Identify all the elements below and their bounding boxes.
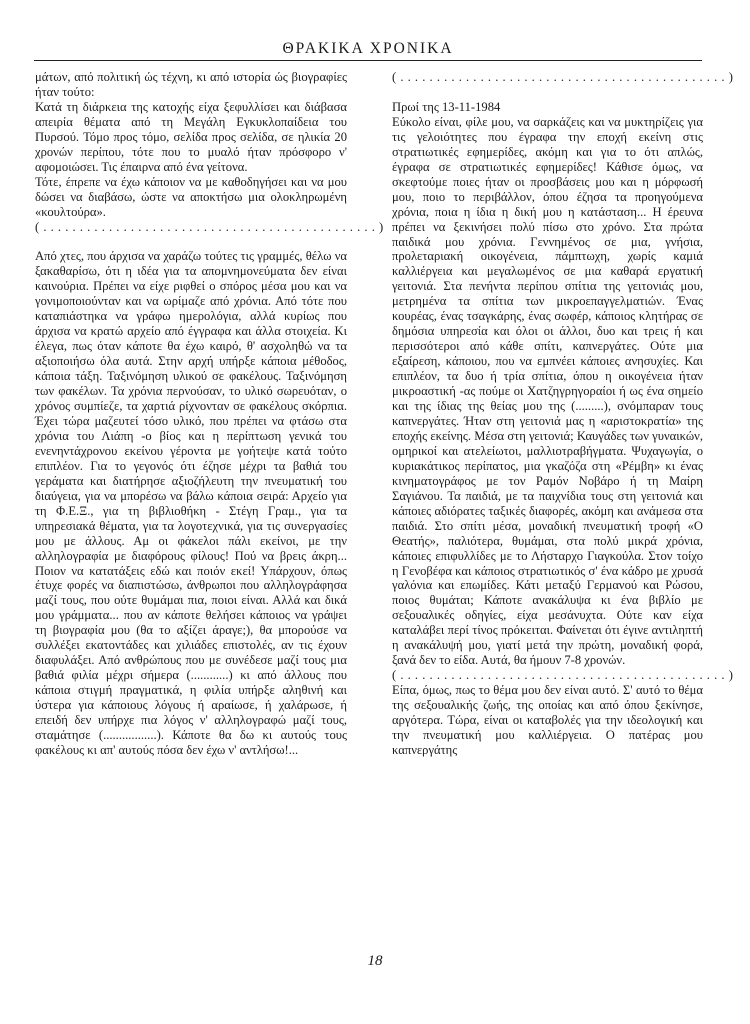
paragraph: μάτων, από πολιτική ώς τέχνη, κι από ιστορία ώς βιογραφίες ήταν τούτο: — [35, 70, 347, 99]
page-number: 18 — [367, 953, 383, 969]
paragraph: Τότε, έπρεπε να έχω κάποιον να με καθοδηγήσει και να μου δώσει να διαβάσω, ώστε να αποκτήσω μια ολοκληρωμένη «κουλτούρα». — [35, 174, 347, 219]
paragraph: Εύκολο είναι, φίλε μου, να σαρκάζεις και να μυκτηρίζεις για τις γελοιότητες που έγραφα την εποχή εκείνη στις στρατιωτικές εφημερίδες, ακόμη και για το ότι απλώς, έγραφα σε στρατιωτικές εφημερίδες! Κάθισε όμως, να σκεφτούμε ποιες ήταν οι προσβάσεις μου και η μόρφωσή μου, ποιο το περιβάλλον, όπου έζησα τα προηγούμενα χρόνια, ποια η ίδια η δική μου η κατάσταση... Η έρευνα πρέπει να ξεκινήσει πολύ πίσω στο χρόνο. Στα πρώτα παιδικά μου χρόνια. Γεννημένος σε μια, γνήσια, προλεταριακή οικογένεια, πάμπτωχη, χωρίς καμιά καλλιέργεια και μεγαλωμένος σε μια καθαρά εργατική γειτονιά. Στα πενήντα περίπου σπίτια της γειτονιάς μου, μετρημένα τα σπίτια των μικροεπαγγελματιών. Ένας κουρέας, ένας τσαγκάρης, ένας σωφέρ, κάποιος κλητήρας σε δημόσια υπηρεσία και όλοι οι άλλοι, δυο και τρεις ή και περισσότεροι από κάθε σπίτι, καπνεργάτες. Ούτε μια εξαίρεση, κάποιου, που να εμπνέει κάποιες ανησυχίες. Και επιπλέον, τα δυο ή τρία σπίτια, όπου η οικογένεια ήταν μικροαστική -ας πούμε οι Χατζηγρηγοραίοι ή ως ένα σημείο και της ίδιας της θείας μου της (.........), σνόμπαραν τους καπνεργάτες. Ήταν στη γειτονιά μας η «αριστοκρατία» της εποχής εκείνης. Μέσα στη γειτονιά; Καυγάδες των γυναικών, ομηρικοί και ατελείωτοι, μαλλιοτραβήγματα. Ψυχαγωγία, ο κυριακάτικος περίπατος, μια γκαζόζα στη «Ρέμβη» κι ένας κινηματογράφος με τον Ραμόν Νοβάρο ή τη Μαίρη Σαγιάνου. Τα παιδιά, με τα παιχνίδια τους στη γειτονιά και κάποιες αδιόρατες ταξικές διαφορές, ακόμη και ανάμεσα στα παιδιά. Στο σπίτι μέσα, μοναδική πνευματική τροφή «Ο Θεατής», παλιότερα, θυμάμαι, στα πολύ μικρά χρόνια, κάποιες επιφυλλίδες με το Λήσταρχο Γιαγκούλα. Στον τοίχο η Γενοβέφα και κάποιος στρατιωτικός σ' ένα κάδρο με χρυσά γαλόνια και επωμίδες. Κάτι μεταξύ Γερμανού και Ρώσου, ποιος θυμάται; Κάποτε ανακάλυψα κι ένα βιβλίο με σεξουαλικές οδηγίες, είχα μεσάνυχτα. Ούτε καν είχα καταλάβει περί τίνος πρόκειται. Φαίνεται ότι έγινε αντιληπτή η ανακάλυψή μου, γιατί μετά την πρώτη, μοναδική φορά, ξανά δεν το είδα. Αυτά, θα ήμουν 7-8 χρονών. — [392, 114, 703, 668]
dateline: Πρωί της 13-11-1984 — [392, 99, 501, 114]
paragraph: Κατά τη διάρκεια της κατοχής είχα ξεφυλλίσει και διάβασα απειρία θέματα από τη Μεγάλη Εγκυκλοπαίδεια του Πυρσού. Τόμο προς τόμο, σελίδα προς σελίδα, σε ηλικία 20 χρονών περίπου, τότε που το μυαλό ήταν πρόσφορο ν' αφομοιώσει. Τις έπαιρνα από ένα γείτονα. — [35, 99, 347, 174]
paragraph: Από χτες, που άρχισα να χαράζω τούτες τις γραμμές, θέλω να ξακαθαρίσω, ότι η ιδέα για τα απομνημονεύματα δεν είναι καινούρια. Πρέπει να είχε ριφθεί ο σπόρος μέσα μου και να γονιμοποιούνταν και να ωρίμαζε από χρόνια. Από τότε που καταπιάστηκα να γράφω ημερολόγια, αλλά κυρίως που άρχισα να κρατώ αρχείο από έγγραφα και άλλα στοιχεία. Κι έλεγα, πως όταν κάποτε θα έχω καιρό, θ' ασχοληθώ να τα αξιοποιήσω όλα αυτά. Στην αρχή υπήρξε κάποια μέθοδος, κάποια τάξη. Ταξινόμηση υλικού σε φακέλους. Ταξινόμηση των φακέλων. Τα χρόνια περνούσαν, το υλικό σωρευόταν, ο χρόνος συμπίεζε, τα χαρτιά ρίχνονταν σε φακέλους σκόρπια. Έχει τώρα μαζευτεί τόσο υλικό, που πρέπει να φτάσω στα χρόνια του Λιάπη -ο βίος και η περίπτωση γενικά του ενενηντάχρονου εκείνου γέροντα με γοήτεψε κατά τούτο επιπλέον. Για το γεγονός ότι έζησε μέχρι τα βαθιά του γεράματα και διατήρησε αξιοζήλευτη την πνευματική του διαύγεια, για να μπορέσω να βάλω κάποια σειρά: Αρχείο για τη Φ.Ε.Ξ., για τη βιβλιοθήκη - Στέγη Γραμ., για τα υπηρεσιακά θέματα, για τα λογοτεχνικά, για τις συνεργασίες μου με άλλους. Αμ οι φάκελοι πάλι εκείνοι, με την αλληλογραφία με διαφόρους φίλους! Πού να βρεις άκρη... Ποιον να κατατάξεις εδώ και ποιόν εκεί! Υπάρχουν, όπως έτυχε φορές να διαπιστώσω, άνθρωποι που αλληλογράφησα μαζί τους, που ούτε θυμάμαι πια, ποιοι είναι. Αλλά και δικά μου γράμματα... που αν κάποτε θελήσει κάποιος να γράψει τη βιογραφία μου (θα το αξίζει άραγε;), θα μπορούσε να συλλέξει εκατοντάδες και χιλιάδες επιστολές, αν τις έχουν διαφυλάξει. Από ανθρώπους που με συνέδεσε μαζί τους μια βαθιά φιλία μέχρι σήμερα (............) κι από άλλους που κάποια στιγμή πραγματικά, η φιλία υπήρξε αληθινή και ύστερα για κάποιους λόγους ή αραίωσε, ή χαλάρωσε, ή επειδή δεν υπήρχε πια λόγος ν' αλληλογραφώ μαζί τους, σταμάτησε (.................). Κάποτε θα δω κι αυτούς τους φακέλους κι απ' αυτούς πόσα δεν έχω ν' αντλήσω!... — [35, 249, 347, 757]
left-column — [35, 70, 384, 758]
paragraph: Είπα, όμως, πως το θέμα μου δεν είναι αυτό. Σ' αυτό το θέμα της σεξουαλικής ζωής, της οποίας και από όπου ξεκίνησε, αργότερα. Τώρα, είναι οι καταβολές για την ιδεολογική και την πνευματική μου καλλιέργεια. Ο πατέρας μου καπνεργάτης — [392, 683, 703, 757]
ellipsis-line: ( . . . . . . . . . . . . . . . . . . . . . . . . . . . . . . . . . . . . . . . . . . . . . ) — [392, 668, 734, 683]
header-rule — [34, 60, 702, 61]
ellipsis-line: ( . . . . . . . . . . . . . . . . . . . . . . . . . . . . . . . . . . . . . . . . . . . . . . ) — [35, 219, 384, 234]
right-column — [392, 70, 734, 758]
ellipsis-line: ( . . . . . . . . . . . . . . . . . . . . . . . . . . . . . . . . . . . . . . . . . . . . . ) — [392, 70, 734, 84]
running-header: ΘΡΑΚΙΚΑ ΧΡΟΝΙΚΑ — [282, 40, 454, 57]
